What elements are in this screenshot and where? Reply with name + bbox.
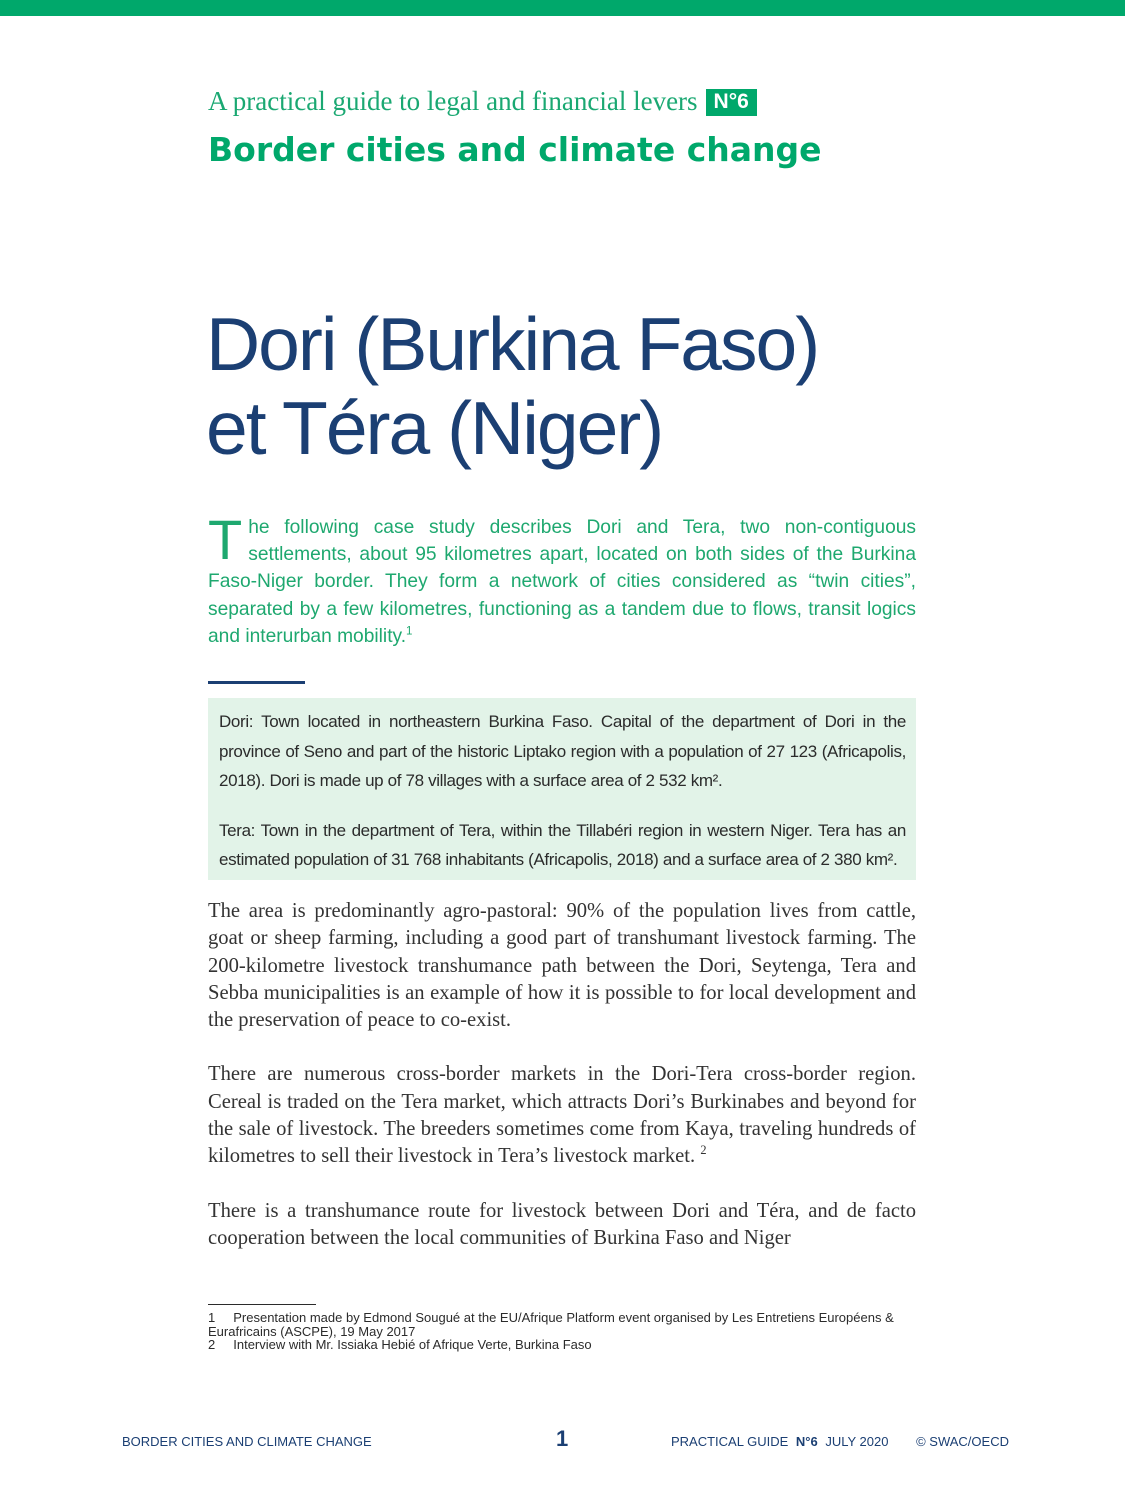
footer-copyright: © SWAC/OECD (916, 1434, 1009, 1449)
footnote-number: 2 (208, 1337, 216, 1352)
footer-issue-number: N°6 (795, 1434, 818, 1449)
body-text (208, 898, 916, 1279)
footer-guide-label: PRACTICAL GUIDE (671, 1434, 789, 1449)
document-title: Border cities and climate change (208, 130, 822, 169)
footer-date: JULY 2020 (825, 1434, 889, 1449)
footnote-text: Presentation made by Edmond Sougué at the EU/Afrique Platform event organised by Les Entretiens Européens & Eurafricains (ASCPE), 19 May 2017 (208, 1310, 894, 1339)
body-paragraph-3: There is a transhumance route for livestock between Dori and Téra, and de facto cooperation between the local communities of Burkina Faso and Niger (208, 1199, 916, 1249)
body-paragraph-1: The area is predominantly agro-pastoral: 90% of the population lives from cattle, goat or sheep farming, including a good part of transhumant livestock farming. The 200-kilometre livestock transhumance path between the Dori, Seytenga, Tera and Sebba municipalities is an example of how it is possible to for local development and the preservation of peace to co-exist. (208, 900, 916, 1032)
footnote-1 (208, 1311, 916, 1338)
footnote-ref-2: 2 (700, 1143, 707, 1158)
page-number: 1 (556, 1426, 569, 1451)
intro-paragraph (208, 508, 916, 650)
footnote-ref-1: 1 (406, 625, 413, 638)
drop-cap: T (208, 508, 243, 571)
footnote-text: Interview with Mr. Issiaka Hebié of Afrique Verte, Burkina Faso (233, 1337, 592, 1352)
footnote-2 (208, 1338, 916, 1352)
section-divider (208, 681, 305, 684)
body-paragraph-2-text: There are numerous cross-border markets in the Dori-Tera cross-border region. Cereal is traded on the Tera market, which attracts Dori’s Burkinabes and beyond for the sale of livestock. The breeders sometimes come from Kaya, traveling hundreds of kilometres to sell their livestock in Tera’s livestock market. (208, 1063, 916, 1168)
footnote-number: 1 (208, 1310, 216, 1325)
series-label: A practical guide to legal and financial levers (208, 86, 698, 116)
footnote-divider (208, 1304, 316, 1305)
intro-text: he following case study describes Dori and Tera, two non-contiguous settlements, about 95 kilometres apart, located on both sides of the Burkina Faso-Niger border. They form a network of cities considered as “twin cities”, separated by a few kilometres, functioning as a tandem due to flows, transit logics and interurban mobility. (208, 517, 916, 647)
footnotes (208, 1311, 916, 1352)
info-dori: Dori: Town located in northeastern Burkina Faso. Capital of the department of Dori in the province of Seno and part of the historic Liptako region with a population of 27 123 (Africapolis, 2018). Dori is made up of 78 villages with a surface area of 2 532 km². (219, 712, 906, 790)
footer-guide-info (671, 1434, 1009, 1449)
page-title-line-2: et Téra (Niger) (206, 386, 663, 470)
info-tera: Tera: Town in the department of Tera, within the Tillabéri region in western Niger. Tera has an estimated population of 31 768 inhabitants (Africapolis, 2018) and a surface area of 2 380 km². (219, 820, 906, 869)
footer-document-title: BORDER CITIES AND CLIMATE CHANGE (122, 1434, 372, 1449)
page-title (206, 302, 926, 470)
info-box (208, 698, 916, 880)
top-color-bar (0, 0, 1125, 16)
issue-badge: N°6 (706, 89, 757, 116)
body-paragraph-2 (208, 1061, 916, 1170)
series-title (208, 86, 757, 117)
page-title-line-1: Dori (Burkina Faso) (206, 302, 819, 386)
